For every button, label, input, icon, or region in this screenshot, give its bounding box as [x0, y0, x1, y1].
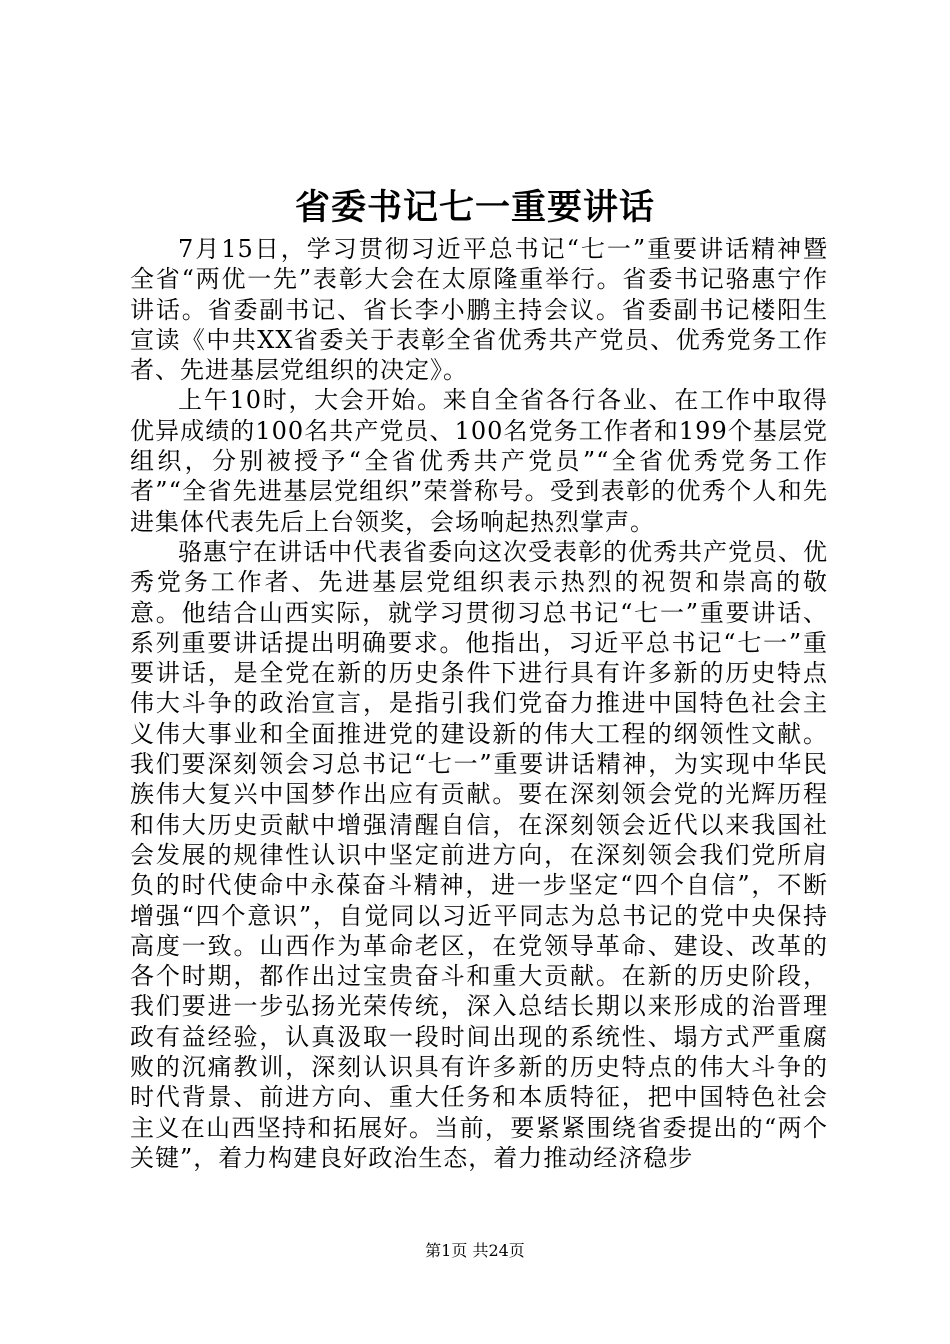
body-paragraph-1: 7月15日，学习贯彻习近平总书记“七一”重要讲话精神暨全省“两优一先”表彰大会在太原隆重举行。省委书记骆惠宁作讲话。省委副书记、省长李小鹏主持会议。省委副书记楼阳生宣读《中共XX省委关于表彰全省优秀共产党员、优秀党务工作者、先进基层党组织的决定》。	[130, 235, 828, 385]
body-paragraph-3: 骆惠宁在讲话中代表省委向这次受表彰的优秀共产党员、优秀党务工作者、先进基层党组织表示热烈的祝贺和崇高的敬意。他结合山西实际，就学习贯彻习总书记“七一”重要讲话、系列重要讲话提出明确要求。他指出，习近平总书记“七一”重要讲话，是全党在新的历史条件下进行具有许多新的历史特点伟大斗争的政治宣言，是指引我们党奋力推进中国特色社会主义伟大事业和全面推进党的建设新的伟大工程的纲领性文献。我们要深刻领会习总书记“七一”重要讲话精神，为实现中华民族伟大复兴中国梦作出应有贡献。要在深刻领会党的光辉历程和伟大历史贡献中增强清醒自信，在深刻领会近代以来我国社会发展的规律性认识中坚定前进方向，在深刻领会我们党所肩负的时代使命中永葆奋斗精神，进一步坚定“四个自信”，不断增强“四个意识”，自觉同以习近平同志为总书记的党中央保持高度一致。山西作为革命老区，在党领导革命、建设、改革的各个时期，都作出过宝贵奋斗和重大贡献。在新的历史阶段，我们要进一步弘扬光荣传统，深入总结长期以来形成的治晋理政有益经验，认真汲取一段时间出现的系统性、塌方式严重腐败的沉痛教训，深刻认识具有许多新的历史特点的伟大斗争的时代背景、前进方向、重大任务和本质特征，把中国特色社会主义在山西坚持和拓展好。当前，要紧紧围绕省委提出的“两个关键”，着力构建良好政治生态，着力推动经济稳步	[130, 537, 828, 1172]
body-paragraph-2: 上午10时，大会开始。来自全省各行各业、在工作中取得优异成绩的100名共产党员、100名党务工作者和199个基层党组织，分别被授予“全省优秀共产党员”“全省优秀党务工作者”“全省先进基层党组织”荣誉称号。受到表彰的优秀个人和先进集体代表先后上台领奖，会场响起热烈掌声。	[130, 386, 828, 536]
document-body	[130, 234, 828, 1173]
page-number-footer: 第1页 共24页	[425, 1241, 525, 1260]
document-title: 省委书记七一重要讲话	[294, 187, 655, 228]
